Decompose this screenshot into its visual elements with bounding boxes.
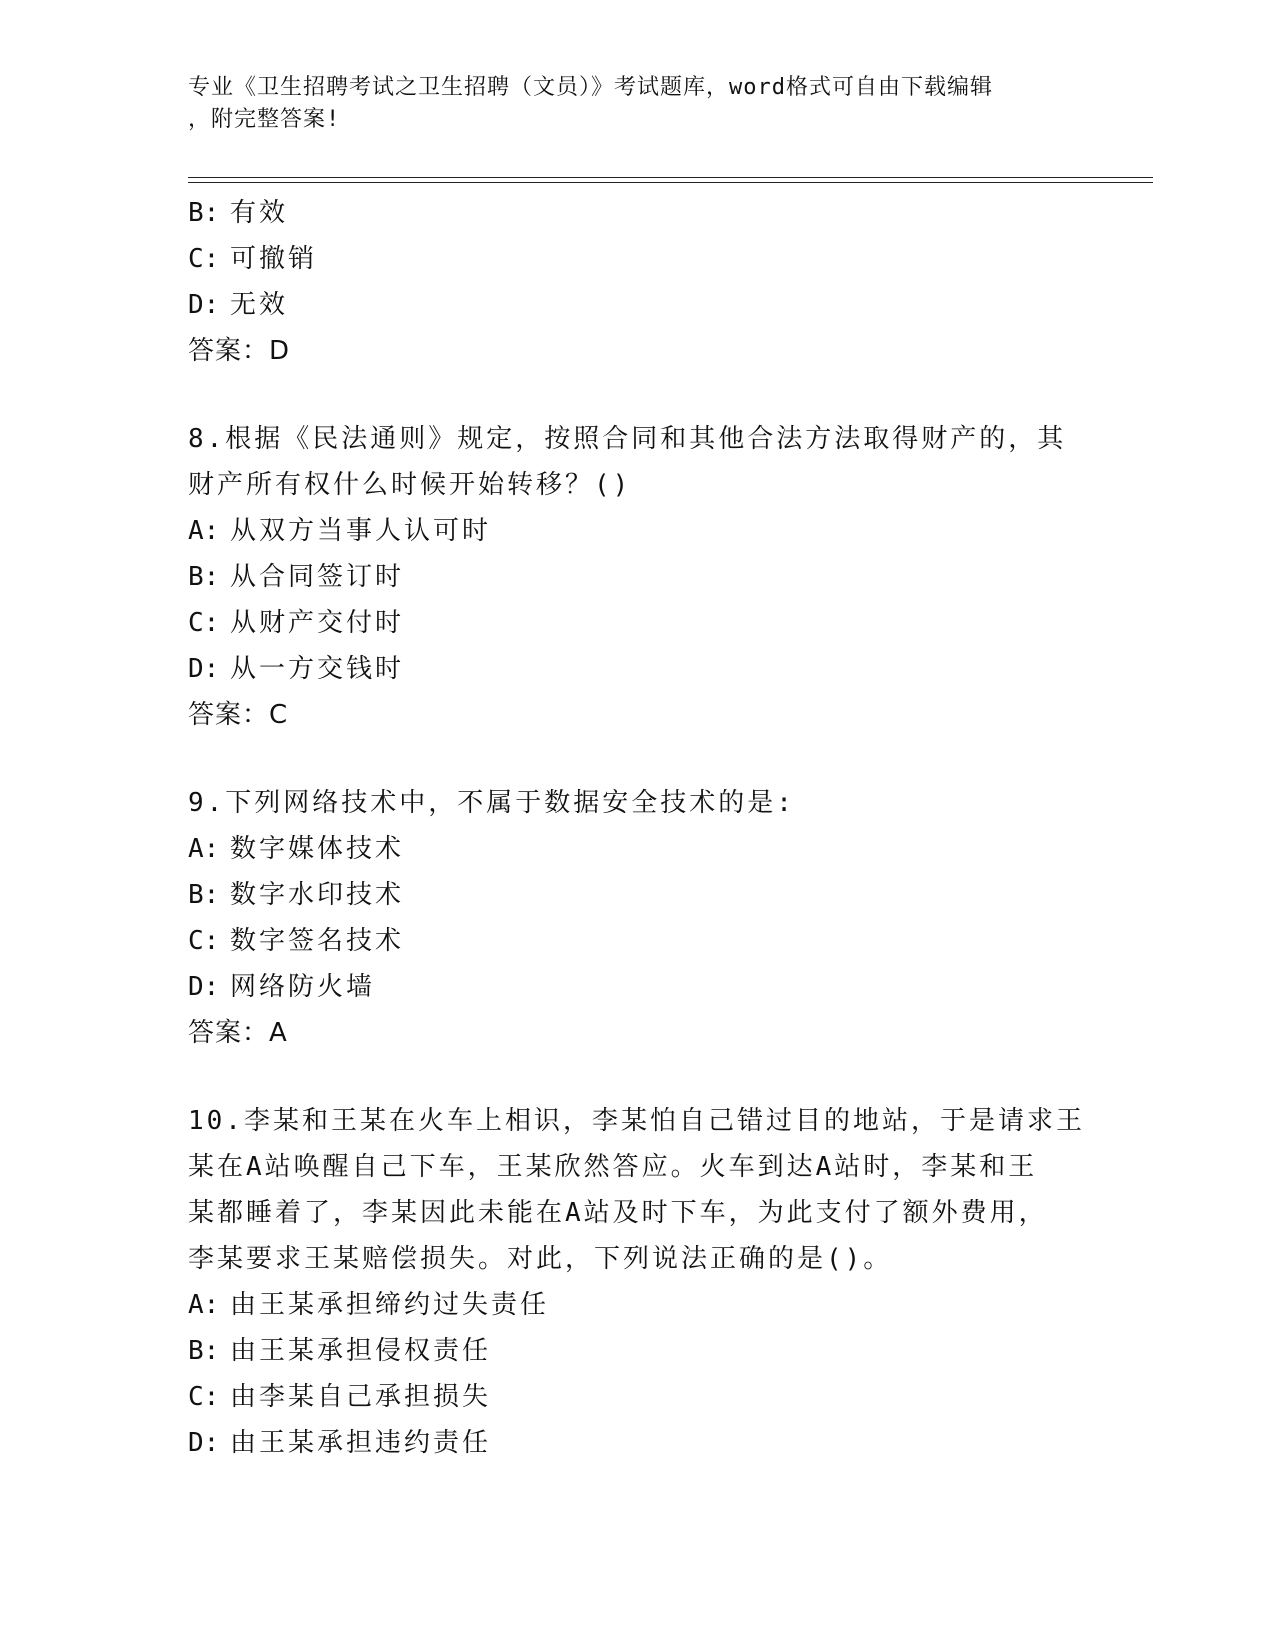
option-b	[188, 190, 1088, 236]
answer: 答案：A	[188, 1018, 288, 1048]
option-d	[188, 646, 1088, 692]
option-text: 无效	[230, 290, 289, 320]
question-text-line: 10.李某和王某在火车上相识，李某怕自己错过目的地站，于是请求王	[188, 1106, 1085, 1136]
option-letter: A:	[188, 516, 220, 546]
question-text-line: 某都睡着了，李某因此未能在A站及时下车，为此支付了额外费用，	[188, 1198, 1048, 1228]
question-text-line: 8.根据《民法通则》规定，按照合同和其他合法方法取得财产的，其	[188, 424, 1067, 454]
option-text: 从双方当事人认可时	[230, 516, 492, 546]
option-c	[188, 236, 1088, 282]
question-list	[188, 190, 1088, 1466]
option-b	[188, 1328, 1088, 1374]
option-text: 数字水印技术	[230, 880, 405, 910]
option-a	[188, 1282, 1088, 1328]
question-text-line: 李某要求王某赔偿损失。对此，下列说法正确的是()。	[188, 1244, 893, 1274]
option-d	[188, 282, 1088, 328]
option-letter: B:	[188, 1336, 220, 1366]
option-text: 由王某承担侵权责任	[230, 1336, 492, 1366]
header-line-1: 专业《卫生招聘考试之卫生招聘（文员）》考试题库，word格式可自由下载编辑	[188, 75, 993, 100]
option-a	[188, 826, 1088, 872]
option-d	[188, 964, 1088, 1010]
option-c	[188, 1374, 1088, 1420]
question-10	[188, 1098, 1088, 1466]
option-text: 可撤销	[230, 244, 318, 274]
option-c	[188, 600, 1088, 646]
header-divider-bottom	[188, 182, 1153, 183]
question-text-line: 9.下列网络技术中，不属于数据安全技术的是:	[188, 788, 795, 818]
option-letter: C:	[188, 1382, 220, 1412]
option-text: 由李某自己承担损失	[230, 1382, 492, 1412]
spacer	[188, 738, 1088, 780]
option-text: 数字媒体技术	[230, 834, 405, 864]
option-text: 从财产交付时	[230, 608, 405, 638]
question-8	[188, 416, 1088, 738]
question-9	[188, 780, 1088, 1056]
option-letter: D:	[188, 290, 220, 320]
option-letter: B:	[188, 880, 220, 910]
option-text: 从一方交钱时	[230, 654, 405, 684]
option-text: 由王某承担违约责任	[230, 1428, 492, 1458]
answer: 答案：D	[188, 336, 291, 366]
document-header	[188, 72, 1068, 136]
answer: 答案：C	[188, 700, 289, 730]
question-text-line: 财产所有权什么时候开始转移？()	[188, 470, 632, 500]
question-7	[188, 190, 1088, 374]
option-b	[188, 872, 1088, 918]
option-text: 从合同签订时	[230, 562, 405, 592]
option-text: 由王某承担缔约过失责任	[230, 1290, 550, 1320]
option-letter: C:	[188, 244, 220, 274]
header-divider-top	[188, 177, 1153, 178]
option-letter: D:	[188, 1428, 220, 1458]
spacer	[188, 374, 1088, 416]
spacer	[188, 1056, 1088, 1098]
option-letter: D:	[188, 972, 220, 1002]
option-letter: A:	[188, 834, 220, 864]
option-letter: C:	[188, 926, 220, 956]
option-letter: B:	[188, 562, 220, 592]
option-letter: B:	[188, 198, 220, 228]
option-text: 数字签名技术	[230, 926, 405, 956]
header-line-2: ，附完整答案!	[188, 107, 341, 132]
option-b	[188, 554, 1088, 600]
option-letter: D:	[188, 654, 220, 684]
option-letter: A:	[188, 1290, 220, 1320]
option-text: 网络防火墙	[230, 972, 376, 1002]
option-c	[188, 918, 1088, 964]
option-letter: C:	[188, 608, 220, 638]
option-a	[188, 508, 1088, 554]
option-d	[188, 1420, 1088, 1466]
question-text-line: 某在A站唤醒自己下车，王某欣然答应。火车到达A站时，李某和王	[188, 1152, 1038, 1182]
option-text: 有效	[230, 198, 289, 228]
